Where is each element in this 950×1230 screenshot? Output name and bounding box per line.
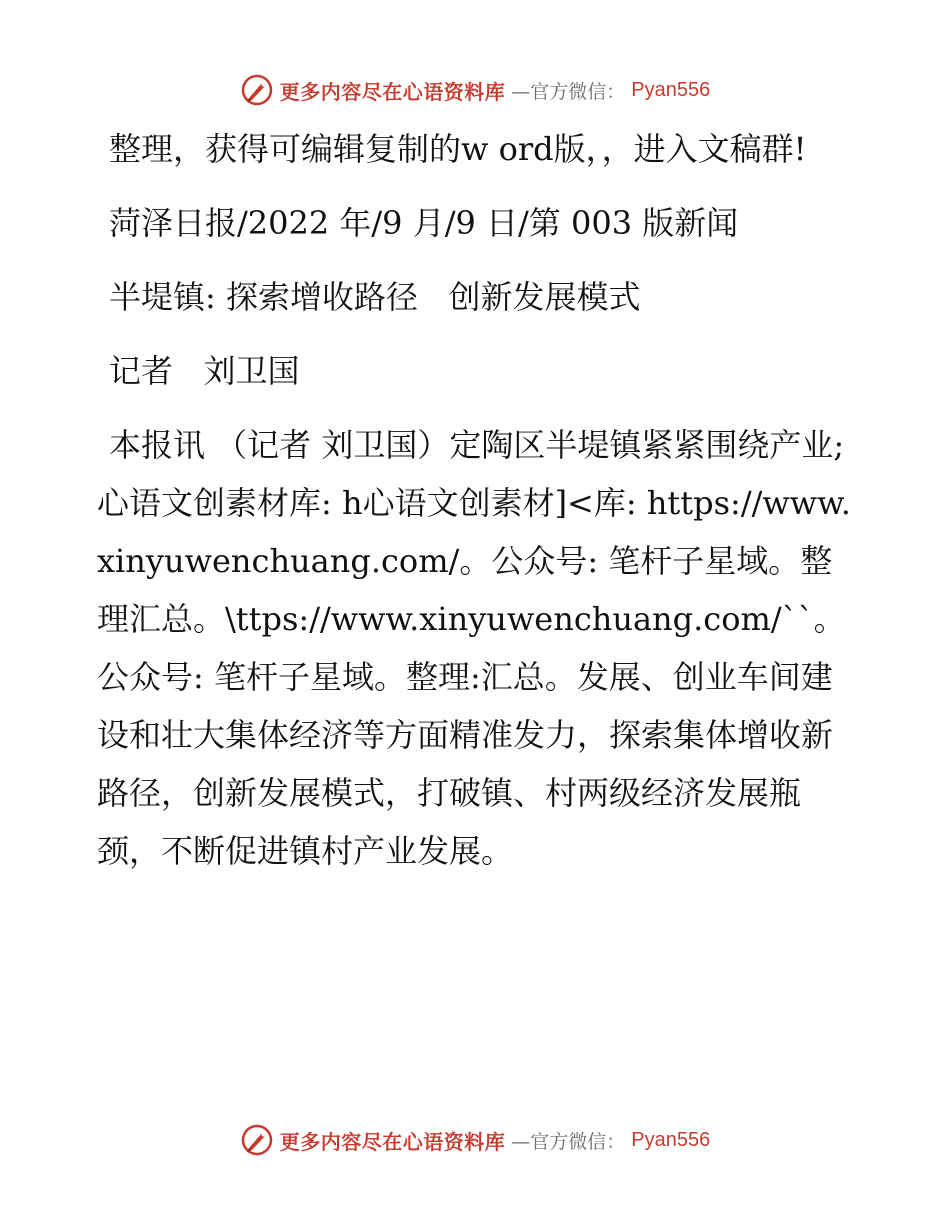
footer-banner <box>0 1120 950 1160</box>
byline: 记者 刘卫国 <box>109 352 300 390</box>
header-contact-id: Pyan556 <box>631 78 711 101</box>
pen-logo-icon <box>240 1123 274 1157</box>
intro-paragraph: 整理，获得可编辑复制的w ord版，，进入文稿群! <box>109 130 807 168</box>
footer-brand-text: 更多内容尽在心语资料库 <box>279 1129 506 1154</box>
source-line: 菏泽日报/2022 年/9 月/9 日/第 003 版新闻 <box>109 204 739 242</box>
headline: 半堤镇: 探索增收路径 创新发展模式 <box>109 278 641 316</box>
footer-contact-id: Pyan556 <box>631 1128 711 1151</box>
header-brand-text: 更多内容尽在心语资料库 <box>279 79 506 104</box>
header-separator-text: —官方微信： <box>511 80 626 103</box>
footer-separator-text: —官方微信： <box>511 1130 626 1153</box>
header-banner <box>0 70 950 110</box>
pen-logo-icon <box>240 73 274 107</box>
body-paragraph: 本报讯 （记者 刘卫国）定陶区半堤镇紧紧围绕产业;心语文创素材库: h心语文创素材]<库: https://www.xinyuwenchuang.com/。公众号: 笔杆子星域。整理汇总。\ttps://www.xinyuwenchuang.com/``。公众号: 笔杆子星域。整理:汇总。发展、创业车间建设和壮大集体经济等方面精准发力，探索集体增收新路径，创新发展模式，打破镇、村两级经济发展瓶颈，不断促进镇村产业发展。 <box>97 426 851 870</box>
document-body <box>97 120 857 896</box>
